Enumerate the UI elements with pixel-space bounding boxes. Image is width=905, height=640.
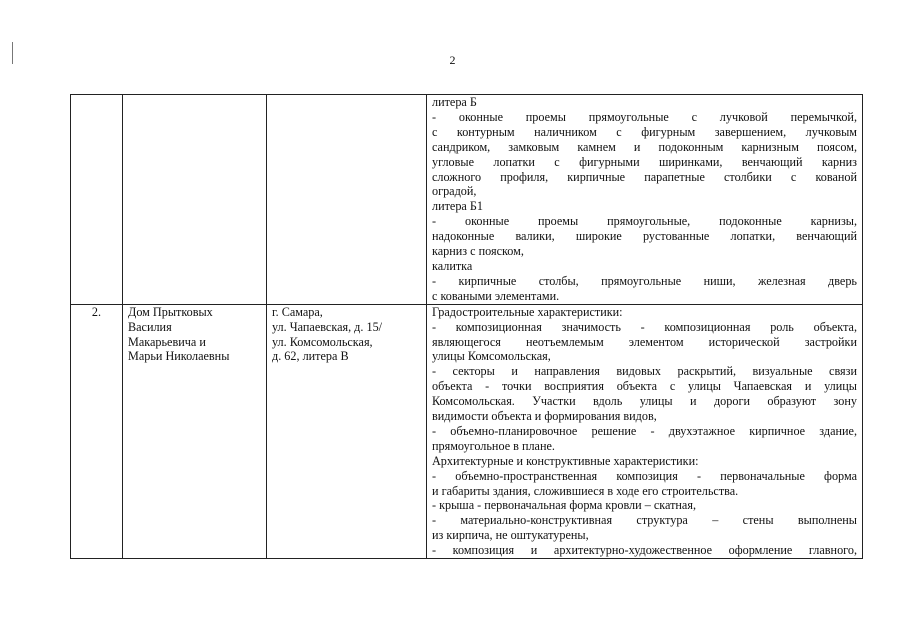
table-row xyxy=(71,95,863,305)
object-address-cell xyxy=(267,95,427,305)
object-name-cell xyxy=(123,95,267,305)
characteristics-line: с контурным наличником с фигурным завершением, лучковым xyxy=(432,124,857,139)
page-number: 2 xyxy=(449,53,456,67)
characteristics-cell xyxy=(427,95,863,305)
characteristics-line: надоконные валики, широкие рустованные лопатки, венчающий xyxy=(432,229,857,244)
characteristics-line: оградой, xyxy=(432,184,477,199)
objects-table xyxy=(70,94,863,559)
characteristics-line: с коваными элементами. xyxy=(432,288,560,303)
characteristics-line: из кирпича, не оштукатурены, xyxy=(432,528,589,543)
characteristics-line: - материально-конструктивная структура – стены выполнены xyxy=(432,513,857,528)
object-address-cell xyxy=(267,304,427,558)
row-number: 2. xyxy=(91,304,102,319)
characteristics-line: объекта - точки восприятия объекта с улицы Чапаевская и улицы xyxy=(432,379,857,394)
characteristics-line: улицы Комсомольская, xyxy=(432,349,551,364)
characteristics-line: - объемно-планировочное решение - двухэтажное кирпичное здание, xyxy=(432,423,857,438)
object-name-cell xyxy=(123,304,267,558)
characteristics-line: - объемно-пространственная композиция - первоначальные форма xyxy=(432,468,857,483)
row-number-cell xyxy=(71,95,123,305)
characteristics-line: - композиция и архитектурно-художественное оформление главного, xyxy=(432,543,857,558)
table-row xyxy=(71,304,863,558)
object-name-line: Дом Прытковых xyxy=(128,304,213,319)
characteristics-line: - секторы и направления видовых раскрытий, визуальные связи xyxy=(432,364,857,379)
characteristics-line: - крыша - первоначальная форма кровли – скатная, xyxy=(432,498,696,513)
object-name-line: Василия xyxy=(128,319,172,334)
object-address-line: д. 62, литера В xyxy=(272,349,349,364)
characteristics-line: - композиционная значимость - композиционная роль объекта, xyxy=(432,319,857,334)
characteristics-line: сложного профиля, кирпичные парапетные столбики с кованой xyxy=(432,169,857,184)
characteristics-line: и габариты здания, сложившиеся в ходе его строительства. xyxy=(432,483,739,498)
characteristics-line: видимости объекта и формирования видов, xyxy=(432,409,657,424)
characteristics-cell xyxy=(427,304,863,558)
characteristics-line: литера Б xyxy=(432,95,477,109)
characteristics-line: угловые лопатки с фигурными ширинками, венчающий карниз xyxy=(432,154,857,169)
object-name-line: Макарьевича и xyxy=(128,334,206,349)
object-name-line: Марьи Николаевны xyxy=(128,349,230,364)
characteristics-line: литера Б1 xyxy=(432,199,483,214)
characteristics-line: являющегося неотъемлемым элементом исторической застройки xyxy=(432,334,857,349)
characteristics-line: - оконные проемы прямоугольные, подоконные карнизы, xyxy=(432,214,857,229)
characteristics-line: калитка xyxy=(432,258,473,273)
characteristics-line: карниз с пояском, xyxy=(432,244,524,259)
object-address-line: ул. Комсомольская, xyxy=(272,334,373,349)
characteristics-line: сандриком, замковым камнем и подоконным карнизным поясом, xyxy=(432,139,857,154)
characteristics-line: Архитектурные и конструктивные характеристики: xyxy=(432,453,699,468)
characteristics-line: прямоугольное в плане. xyxy=(432,438,555,453)
characteristics-line: - кирпичные столбы, прямоугольные ниши, железная дверь xyxy=(432,273,857,288)
characteristics-line: - оконные проемы прямоугольные с лучковой перемычкой, xyxy=(432,109,857,124)
characteristics-line: Комсомольская. Участки вдоль улицы и дороги образуют зону xyxy=(432,394,857,409)
object-address-line: г. Самара, xyxy=(272,304,323,319)
row-number-cell xyxy=(71,304,123,558)
characteristics-line: Градостроительные характеристики: xyxy=(432,304,623,319)
object-address-line: ул. Чапаевская, д. 15/ xyxy=(272,319,383,334)
